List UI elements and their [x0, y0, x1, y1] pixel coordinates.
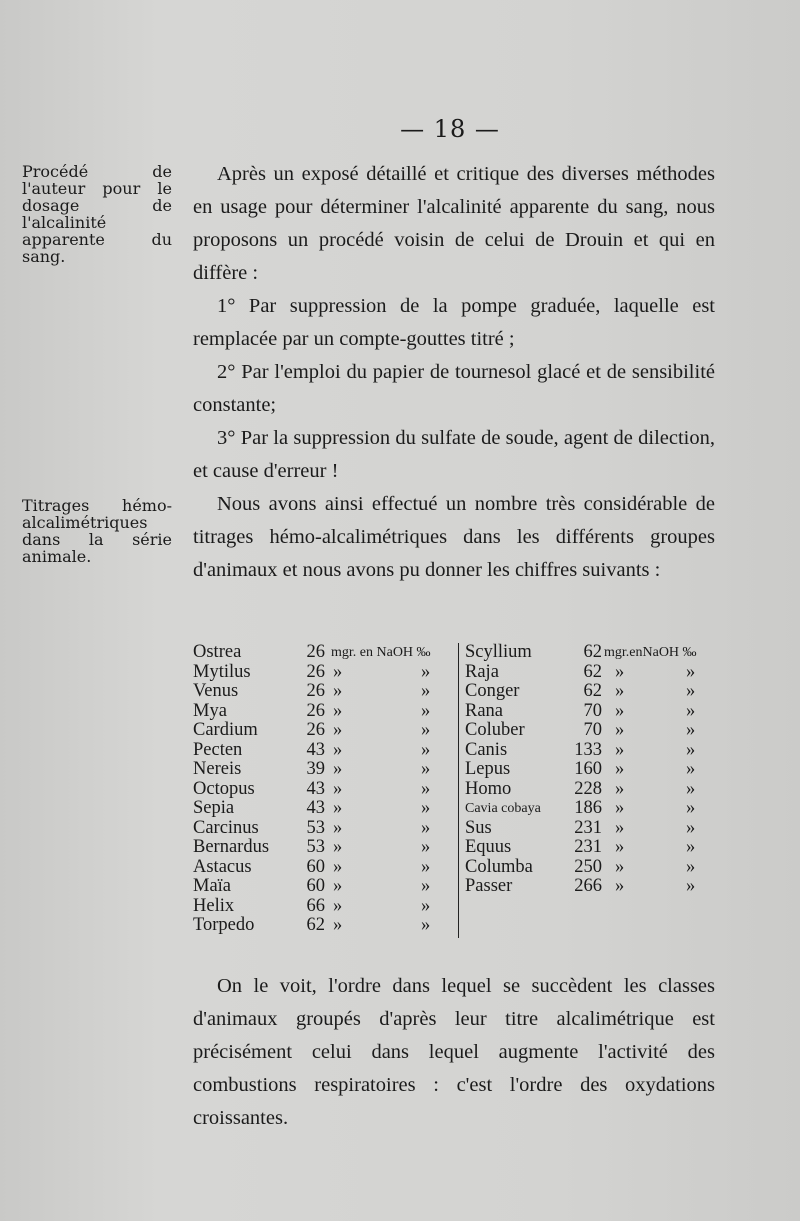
species-name: Pecten [193, 739, 243, 760]
paragraph: Nous avons ainsi effectué un nombre très considérable de titrages hémo-alcalimétriques dans les différents groupes d'animaux et nous avons pu donner les chiffres suivants : [193, 493, 715, 581]
ditto-mark: » [686, 739, 696, 760]
titre-value: 53 [306, 817, 325, 838]
titre-value: 62 [306, 915, 325, 935]
ditto-mark: » [615, 759, 625, 779]
species-name: Homo [465, 778, 512, 799]
ditto-mark: » [615, 876, 625, 896]
titre-value: 186 [574, 798, 602, 818]
table-row [193, 643, 458, 663]
ditto-mark: » [686, 817, 696, 838]
table-row [193, 799, 458, 819]
titre-value: 43 [306, 798, 325, 818]
titre-value: 43 [306, 739, 325, 760]
table-row [462, 877, 737, 897]
ditto-mark: » [686, 661, 696, 682]
ditto-mark: » [615, 661, 625, 682]
ditto-mark: » [421, 739, 431, 760]
ditto-mark: » [333, 915, 343, 935]
titre-value: 160 [574, 759, 602, 779]
species-name: Sus [465, 817, 492, 838]
titre-value: 250 [574, 856, 602, 877]
ditto-mark: » [686, 856, 696, 877]
ditto-mark: » [615, 739, 625, 760]
species-name: Lepus [465, 759, 511, 779]
titre-value: 266 [574, 876, 602, 896]
table-row [193, 780, 458, 800]
margin-note-procede: Procédé de l'auteur pour le dosage de l'alcalinité apparente du sang. [22, 162, 172, 266]
paragraph: On le voit, l'ordre dans lequel se succèdent les classes d'animaux groupés d'après leur titre alcalimétrique est précisément celui dans lequel augmente l'activité des combustions respiratoires : c'est l'ordre des oxydations croissantes. [193, 975, 715, 1129]
ditto-mark: » [686, 837, 696, 857]
ditto-mark: » [333, 817, 343, 838]
titre-value: 43 [306, 778, 325, 799]
table-row [193, 682, 458, 702]
ditto-mark: » [421, 720, 431, 740]
ditto-mark: » [615, 798, 625, 818]
titre-value: 60 [306, 876, 325, 896]
ditto-mark: » [615, 681, 625, 701]
species-name: Conger [465, 681, 520, 701]
ditto-mark: » [421, 895, 431, 916]
table-row [193, 838, 458, 858]
body-text-top [193, 158, 715, 587]
species-name: Bernardus [193, 837, 270, 857]
ditto-mark: » [421, 700, 431, 721]
table-row [462, 741, 737, 761]
margin-note-titrages: Titrages hémo-alcalimétriques dans la série animale. [22, 496, 172, 566]
ditto-mark: » [333, 837, 343, 857]
table-row [193, 702, 458, 722]
paragraph: 1° Par suppression de la pompe graduée, laquelle est remplacée par un compte-gouttes titré ; [193, 295, 715, 350]
ditto-mark: » [333, 681, 343, 701]
ditto-mark: » [686, 876, 696, 896]
species-name: Sepia [193, 798, 235, 818]
titre-value: 60 [306, 856, 325, 877]
table-row [193, 858, 458, 878]
ditto-mark: » [421, 681, 431, 701]
titre-value: 62 [583, 642, 602, 662]
table-row [193, 741, 458, 761]
titre-value: 62 [583, 681, 602, 701]
ditto-mark: » [686, 778, 696, 799]
titre-value: 228 [574, 778, 602, 799]
page-number: — 18 — [400, 115, 500, 143]
table-row [462, 858, 737, 878]
table-row [462, 721, 737, 741]
table-row [462, 682, 737, 702]
titre-value: 70 [583, 700, 602, 721]
species-name: Nereis [193, 759, 242, 779]
species-name: Mytilus [193, 661, 251, 682]
paragraph: 3° Par la suppression du sulfate de soude, agent de dilection, et cause d'erreur ! [193, 427, 715, 482]
ditto-mark: » [333, 700, 343, 721]
species-name: Rana [465, 700, 504, 721]
ditto-mark: » [333, 798, 343, 818]
titre-value: 70 [583, 720, 602, 740]
ditto-mark: » [333, 661, 343, 682]
table-row [193, 760, 458, 780]
ditto-mark: » [615, 720, 625, 740]
ditto-mark: » [686, 720, 696, 740]
species-name: Passer [465, 876, 513, 896]
titre-value: 133 [574, 739, 602, 760]
ditto-mark: » [686, 759, 696, 779]
species-name: Venus [193, 681, 239, 701]
ditto-mark: » [333, 856, 343, 877]
table-row [462, 702, 737, 722]
ditto-mark: » [615, 778, 625, 799]
ditto-mark: » [421, 837, 431, 857]
species-name: Helix [193, 895, 235, 916]
ditto-mark: » [615, 700, 625, 721]
ditto-mark: » [686, 681, 696, 701]
species-name: Coluber [465, 720, 525, 740]
ditto-mark: » [333, 778, 343, 799]
table-row [193, 877, 458, 897]
titre-value: 26 [306, 681, 325, 701]
ditto-mark: » [333, 876, 343, 896]
table-row [462, 760, 737, 780]
ditto-mark: » [421, 915, 431, 935]
table-row [193, 897, 458, 917]
species-name: Raja [465, 661, 499, 682]
table-row [462, 643, 737, 663]
paragraph: Après un exposé détaillé et critique des diverses méthodes en usage pour déterminer l'alcalinité apparente du sang, nous proposons un procédé voisin de celui de Drouin et qui en diffère : [193, 163, 715, 284]
table-row [193, 663, 458, 683]
titre-value: 62 [583, 661, 602, 682]
table-row [462, 819, 737, 839]
ditto-mark: » [421, 778, 431, 799]
titre-value: 53 [306, 837, 325, 857]
species-name: Columba [465, 856, 533, 877]
ditto-mark: » [333, 720, 343, 740]
table-row [462, 663, 737, 683]
ditto-mark: » [615, 837, 625, 857]
titre-value: 26 [306, 661, 325, 682]
table-left-column [193, 643, 458, 936]
species-name: Octopus [193, 778, 255, 799]
table-row [193, 819, 458, 839]
ditto-mark: » [333, 739, 343, 760]
unit-label: mgr.enNaOH ‰ [604, 645, 697, 660]
table-row [193, 721, 458, 741]
ditto-mark: » [686, 700, 696, 721]
ditto-mark: » [421, 876, 431, 896]
species-name: Ostrea [193, 642, 242, 662]
ditto-mark: » [333, 895, 343, 916]
ditto-mark: » [421, 759, 431, 779]
species-name: Maïa [193, 876, 232, 896]
body-text-bottom [193, 970, 715, 1135]
titre-value: 66 [306, 895, 325, 916]
ditto-mark: » [421, 856, 431, 877]
titre-value: 39 [306, 759, 325, 779]
paragraph: 2° Par l'emploi du papier de tournesol glacé et de sensibilité constante; [193, 361, 715, 416]
species-name: Mya [193, 700, 227, 721]
ditto-mark: » [615, 817, 625, 838]
ditto-mark: » [421, 817, 431, 838]
ditto-mark: » [686, 798, 696, 818]
species-name: Equus [465, 837, 512, 857]
species-name: Scyllium [465, 642, 532, 662]
table-row [193, 916, 458, 936]
species-name: Astacus [193, 856, 252, 877]
table-row [462, 799, 737, 819]
species-name: Cavia cobaya [465, 801, 541, 816]
ditto-mark: » [421, 798, 431, 818]
ditto-mark: » [615, 856, 625, 877]
table-row [462, 838, 737, 858]
species-name: Cardium [193, 720, 258, 740]
ditto-mark: » [421, 661, 431, 682]
unit-label: mgr. en NaOH ‰ [331, 645, 431, 660]
titre-value: 231 [574, 817, 602, 838]
titre-value: 26 [306, 642, 325, 662]
titre-value: 26 [306, 700, 325, 721]
species-name: Carcinus [193, 817, 259, 838]
species-name: Torpedo [193, 915, 255, 935]
titre-value: 231 [574, 837, 602, 857]
table-row [462, 780, 737, 800]
titre-value: 26 [306, 720, 325, 740]
ditto-mark: » [333, 759, 343, 779]
table-right-column [458, 643, 737, 938]
species-name: Canis [465, 739, 508, 760]
